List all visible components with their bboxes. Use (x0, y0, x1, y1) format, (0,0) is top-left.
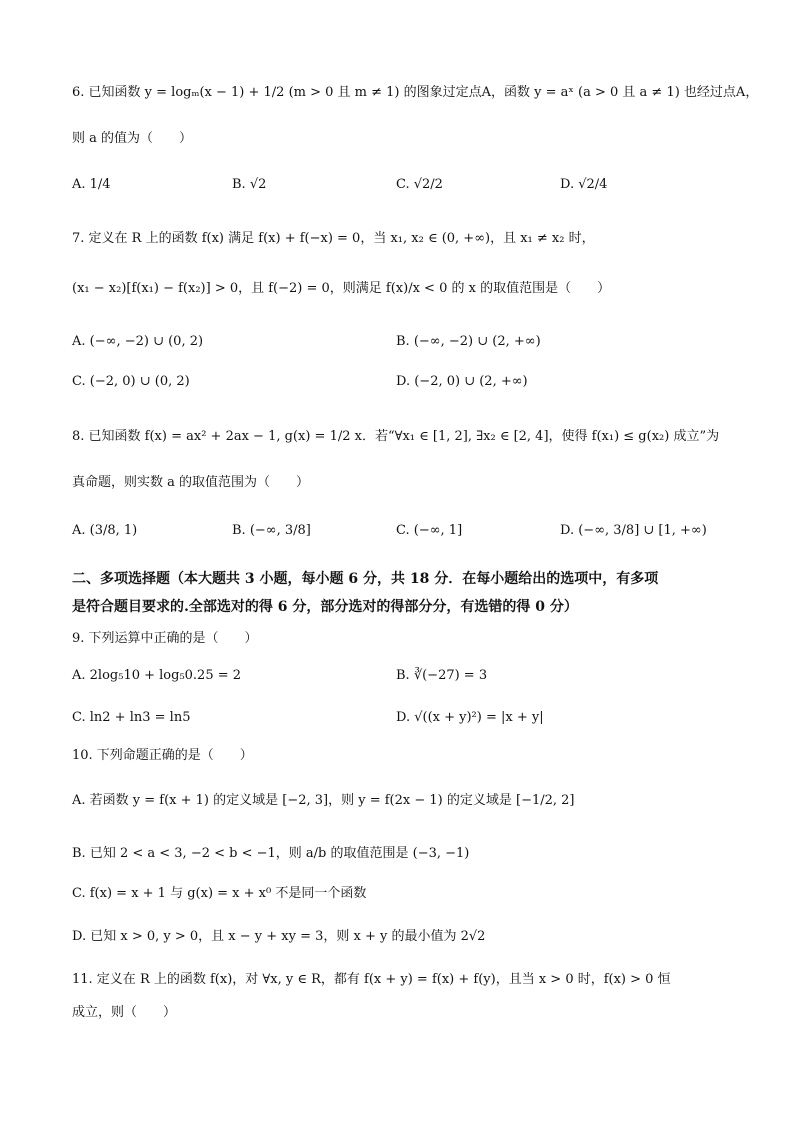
q8-option-a: A. (3/8, 1) (72, 523, 138, 538)
q8-option-c: C. (−∞, 1] (396, 523, 463, 538)
q6-stem-line2: 则 a 的值为（ ） (72, 131, 193, 146)
q10-option-b: B. 已知 2 < a < 3, −2 < b < −1，则 a/b 的取值范围是 (−3, −1) (72, 846, 470, 861)
q7-option-a: A. (−∞, −2) ∪ (0, 2) (72, 334, 204, 349)
q10-option-d: D. 已知 x > 0, y > 0，且 x − y + xy = 3，则 x + y 的最小值为 2√2 (72, 929, 486, 944)
q10-option-c: C. f(x) = x + 1 与 g(x) = x + x⁰ 不是同一个函数 (72, 886, 367, 901)
q7-option-b: B. (−∞, −2) ∪ (2, +∞) (396, 334, 541, 349)
q7-option-c: C. (−2, 0) ∪ (0, 2) (72, 374, 190, 389)
q7-option-d: D. (−2, 0) ∪ (2, +∞) (396, 374, 528, 389)
section2-header-line2: 是符合题目要求的.全部选对的得 6 分，部分选对的得部分分，有选错的得 0 分） (72, 599, 578, 615)
q11-stem-line2: 成立，则（ ） (72, 1005, 177, 1020)
section2-header-line1: 二、多项选择题（本大题共 3 小题，每小题 6 分，共 18 分．在每小题给出的选项中，有多项 (72, 571, 659, 587)
q7-stem-line1: 7. 定义在 R 上的函数 f(x) 满足 f(x) + f(−x) = 0，当 x₁, x₂ ∈ (0, +∞)，且 x₁ ≠ x₂ 时， (72, 231, 595, 246)
q8-option-b: B. (−∞, 3/8] (232, 523, 311, 538)
q8-stem-line1: 8. 已知函数 f(x) = ax² + 2ax − 1, g(x) = 1/2 x．若“∀x₁ ∈ [1, 2], ∃x₂ ∈ [2, 4]，使得 f(x₁) ≤ g(x₂) 成立”为 (72, 429, 720, 444)
q9-option-a: A. 2log₅10 + log₅0.25 = 2 (72, 668, 242, 683)
q6-stem-line1: 6. 已知函数 y = logₘ(x − 1) + 1/2 (m > 0 且 m ≠ 1) 的图象过定点A，函数 y = aˣ (a > 0 且 a ≠ 1) 也经过点A， (72, 85, 759, 100)
q8-option-d: D. (−∞, 3/8] ∪ [1, +∞) (560, 523, 707, 538)
q10-stem: 10. 下列命题正确的是（ ） (72, 748, 253, 763)
q9-stem: 9. 下列运算中正确的是（ ） (72, 631, 258, 646)
q6-option-b: B. √2 (232, 177, 267, 192)
q9-option-d: D. √((x + y)²) = |x + y| (396, 710, 544, 725)
q7-stem-line2: (x₁ − x₂)[f(x₁) − f(x₂)] > 0，且 f(−2) = 0，则满足 f(x)/x < 0 的 x 的取值范围是（ ） (72, 281, 611, 296)
q6-option-a: A. 1/4 (72, 177, 111, 192)
q10-option-a: A. 若函数 y = f(x + 1) 的定义域是 [−2, 3]，则 y = f(2x − 1) 的定义域是 [−1/2, 2] (72, 793, 575, 808)
q6-option-d: D. √2/4 (560, 177, 608, 192)
q9-option-c: C. ln2 + ln3 = ln5 (72, 710, 191, 725)
q8-stem-line2: 真命题，则实数 a 的取值范围为（ ） (72, 475, 310, 490)
q11-stem-line1: 11. 定义在 R 上的函数 f(x)，对 ∀x, y ∈ R，都有 f(x + y) = f(x) + f(y)，且当 x > 0 时，f(x) > 0 恒 (72, 972, 671, 987)
q6-option-c: C. √2/2 (396, 177, 443, 192)
q9-option-b: B. ∛(−27) = 3 (396, 668, 488, 683)
